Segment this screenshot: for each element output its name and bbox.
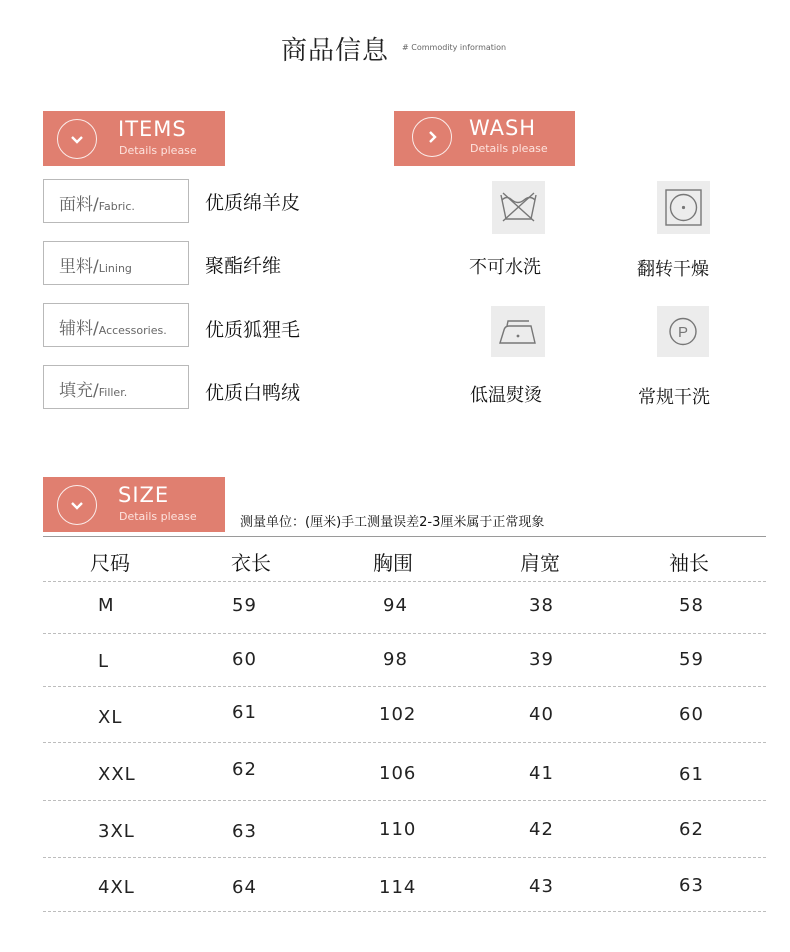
- table-cell: 4XL: [98, 877, 135, 898]
- lining-label-box: [43, 241, 189, 285]
- fabric-label-box: [43, 179, 189, 223]
- table-cell: 64: [232, 877, 257, 898]
- table-cell: 58: [679, 595, 704, 616]
- accessories-label-box: [43, 303, 189, 347]
- table-cell: 94: [383, 595, 408, 616]
- size-banner-subtitle: Details please: [119, 510, 197, 523]
- iron-icon: [491, 306, 545, 357]
- header-chest: 胸围: [373, 551, 413, 575]
- dry-clean-label: 常规干洗: [638, 387, 710, 408]
- table-cell: 61: [679, 764, 704, 785]
- page-subtitle: # Commodity information: [402, 43, 507, 52]
- table-cell: 63: [679, 875, 704, 896]
- no-washing-label: 不可水洗: [469, 257, 541, 278]
- table-top-rule: [43, 536, 766, 537]
- items-banner-title: ITEMS: [118, 117, 187, 141]
- table-cell: 59: [232, 595, 257, 616]
- lining-label: 里料/Lining: [59, 257, 132, 277]
- accessories-label: 辅料/Accessories.: [59, 319, 167, 339]
- table-cell: 98: [383, 649, 408, 670]
- wash-banner: [394, 111, 575, 166]
- items-banner: [43, 111, 225, 166]
- dry-clean-p-icon: [657, 306, 709, 357]
- table-cell: L: [98, 651, 110, 672]
- table-cell: 41: [529, 763, 554, 784]
- table-cell: 110: [379, 819, 417, 840]
- table-bottom-rule: [43, 911, 766, 912]
- wash-banner-subtitle: Details please: [470, 142, 548, 155]
- filler-label: 填充/Filler.: [59, 381, 128, 401]
- table-cell: 60: [679, 704, 704, 725]
- chevron-down-icon: [57, 119, 97, 159]
- items-banner-subtitle: Details please: [119, 144, 197, 157]
- header-sleeve: 袖长: [669, 551, 709, 575]
- chevron-down-icon: [57, 485, 97, 525]
- table-cell: 60: [232, 649, 257, 670]
- table-cell: 42: [529, 819, 554, 840]
- size-note: 测量单位：(厘米)手工测量误差2-3厘米属于正常现象: [240, 515, 545, 530]
- table-cell: 39: [529, 649, 554, 670]
- table-divider: [43, 686, 766, 687]
- table-cell: XL: [98, 707, 123, 728]
- no-washing-icon: [492, 181, 545, 234]
- lining-value: 聚酯纤维: [205, 255, 282, 277]
- tumble-dry-icon: [657, 181, 710, 234]
- page-title: 商品信息: [281, 36, 390, 66]
- table-cell: 63: [232, 821, 257, 842]
- iron-label: 低温熨烫: [470, 385, 542, 406]
- table-cell: 61: [232, 702, 257, 723]
- tumble-dry-label: 翻转干燥: [637, 259, 709, 280]
- table-cell: 106: [379, 763, 417, 784]
- header-size: 尺码: [90, 551, 130, 575]
- filler-label-box: [43, 365, 189, 409]
- table-cell: 38: [529, 595, 554, 616]
- table-cell: 102: [379, 704, 417, 725]
- table-cell: M: [98, 595, 115, 616]
- table-cell: 59: [679, 649, 704, 670]
- fabric-value: 优质绵羊皮: [205, 192, 301, 214]
- chevron-right-icon: [412, 117, 452, 157]
- filler-value: 优质白鸭绒: [205, 382, 301, 404]
- table-divider: [43, 633, 766, 634]
- table-cell: 40: [529, 704, 554, 725]
- table-divider: [43, 800, 766, 801]
- table-cell: 114: [379, 877, 417, 898]
- table-cell: 3XL: [98, 821, 135, 842]
- table-cell: 62: [232, 759, 257, 780]
- size-banner-title: SIZE: [118, 483, 170, 507]
- table-cell: XXL: [98, 764, 136, 785]
- table-cell: 43: [529, 876, 554, 897]
- header-length: 衣长: [231, 551, 271, 575]
- table-divider: [43, 742, 766, 743]
- svg-text:P: P: [677, 324, 689, 341]
- table-divider: [43, 581, 766, 582]
- fabric-label: 面料/Fabric.: [59, 195, 135, 215]
- accessories-value: 优质狐狸毛: [205, 319, 301, 341]
- header-shoulder: 肩宽: [520, 551, 560, 575]
- table-cell: 62: [679, 819, 704, 840]
- wash-banner-title: WASH: [469, 116, 537, 140]
- size-banner: [43, 477, 225, 532]
- table-divider: [43, 857, 766, 858]
